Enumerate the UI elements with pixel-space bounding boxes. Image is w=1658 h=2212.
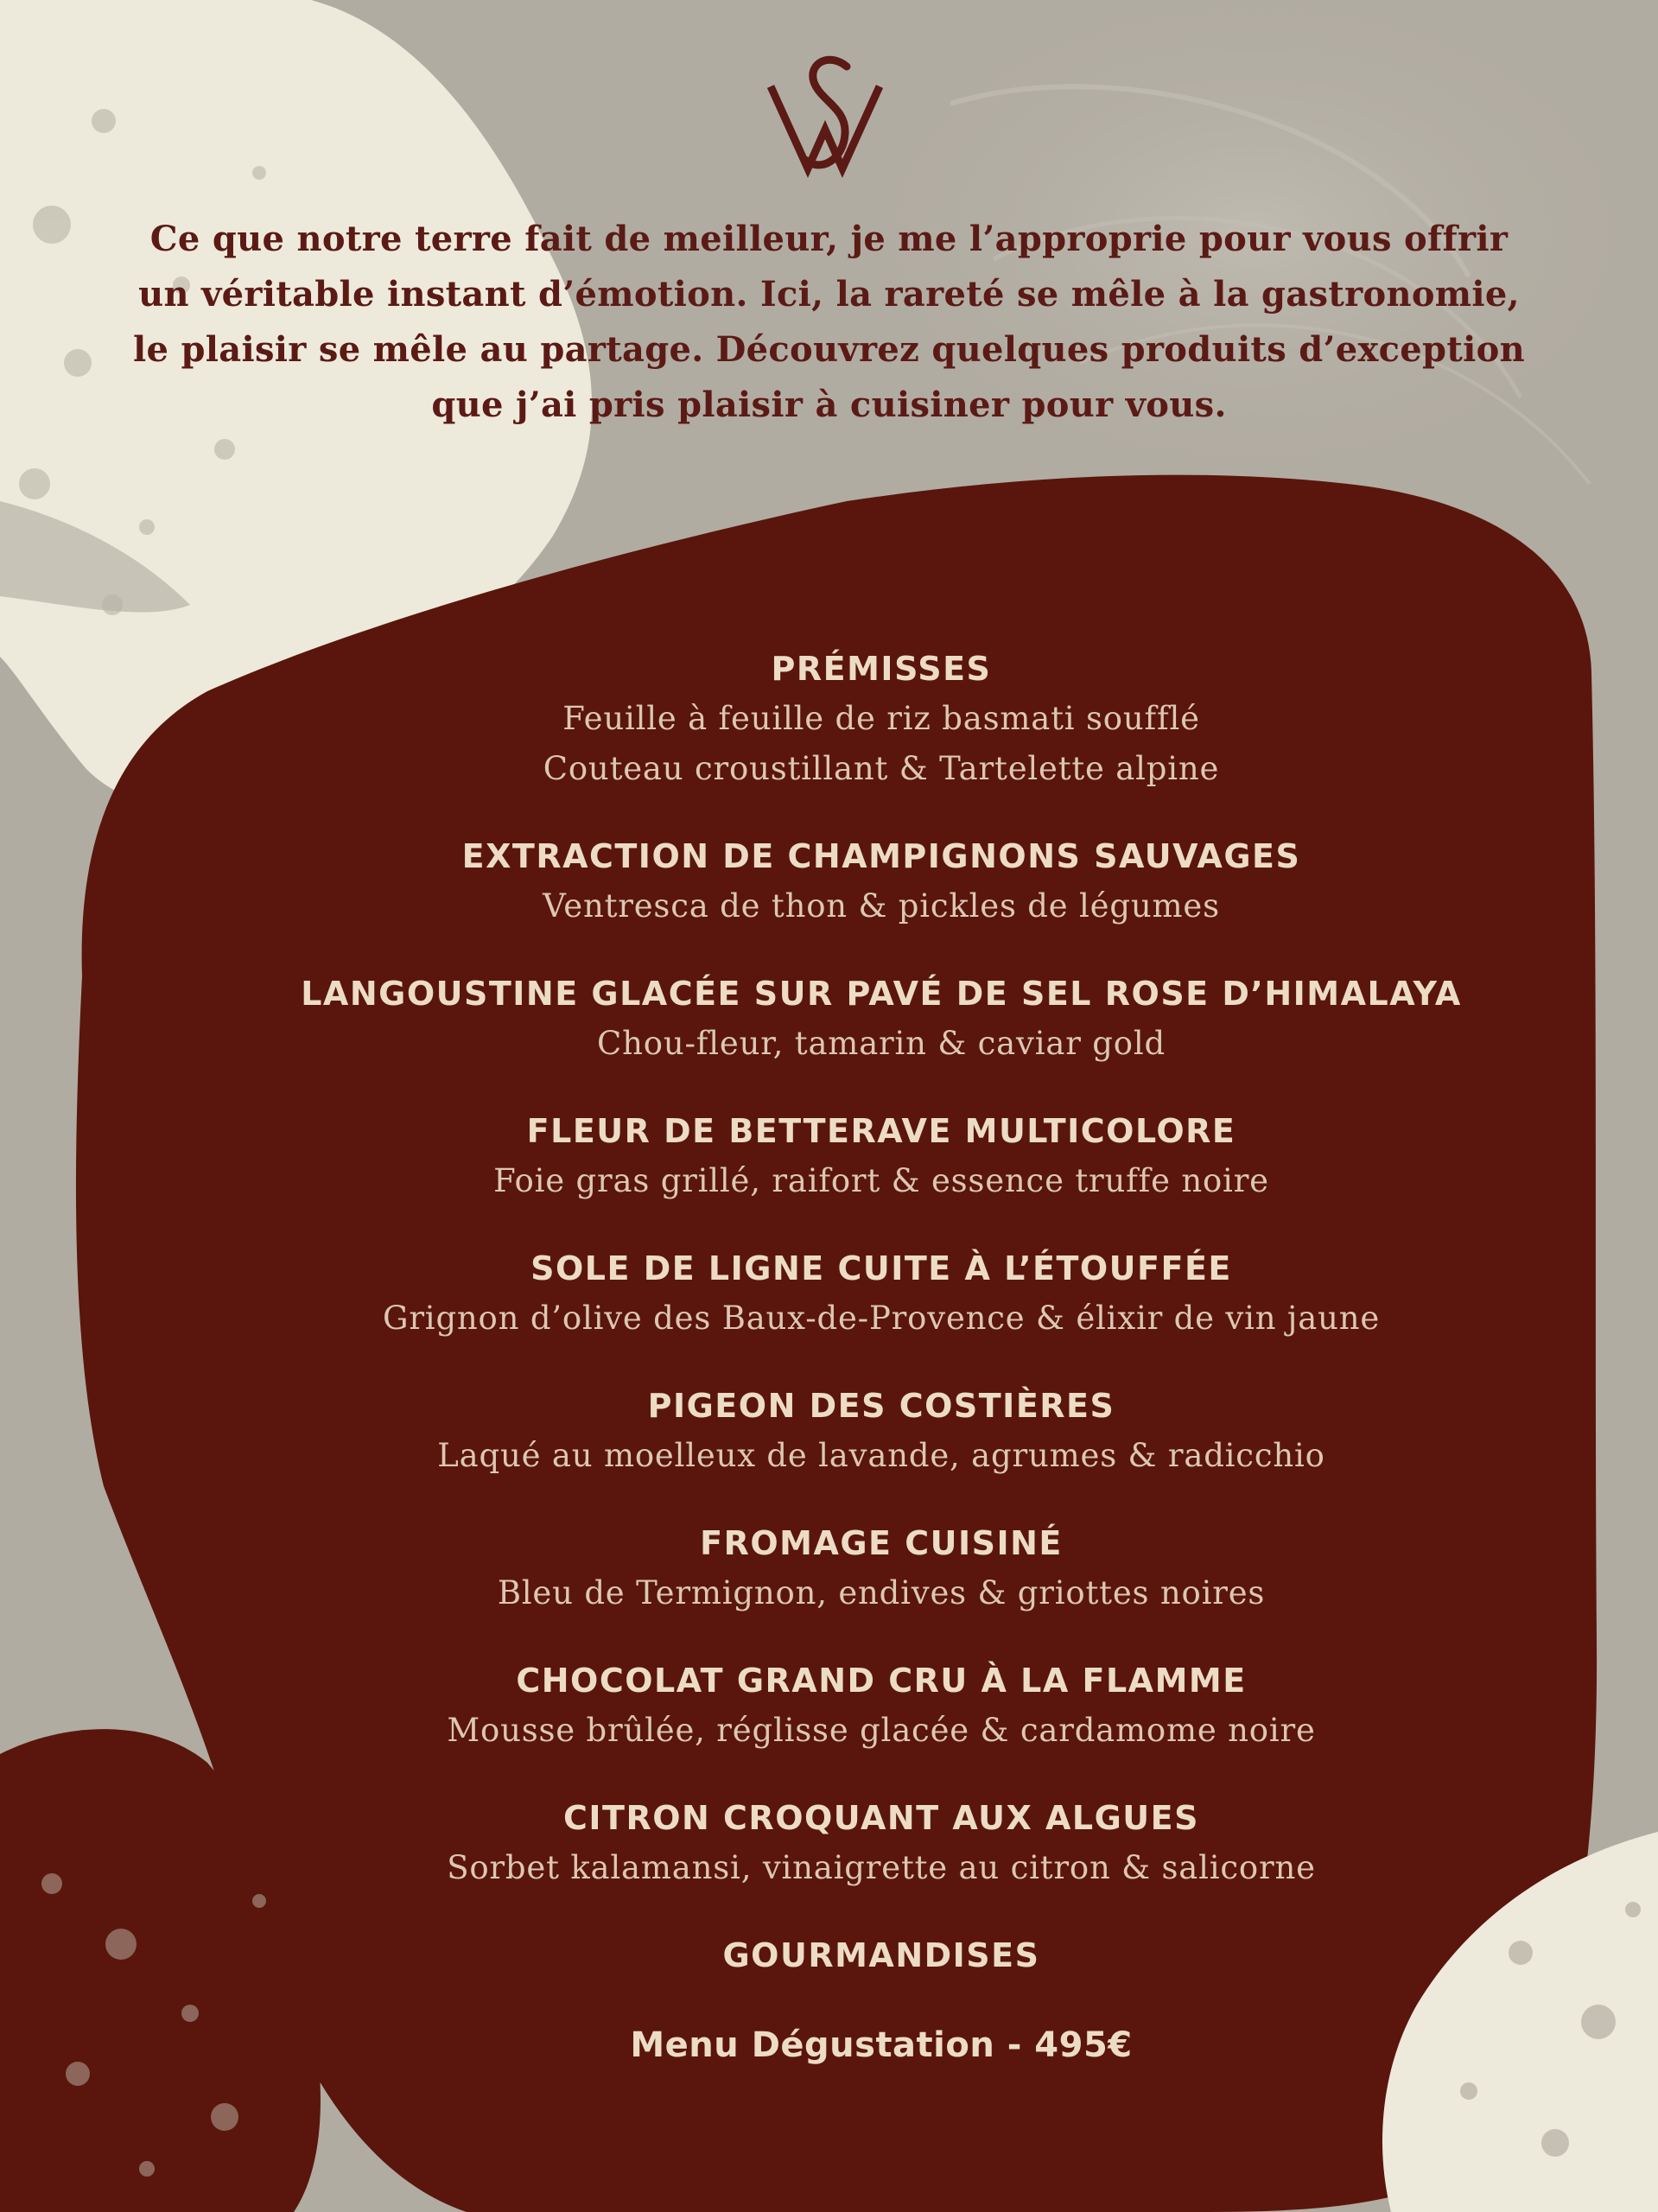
course-description: Bleu de Termignon, endives & griottes noires (497, 1574, 1266, 1611)
course-item (259, 1518, 1503, 1618)
course-description: Laqué au moelleux de lavande, agrumes & radicchio (437, 1437, 1325, 1474)
course-item (259, 1243, 1503, 1344)
course-item (259, 969, 1503, 1069)
course-description: Chou-fleur, tamarin & caviar gold (597, 1025, 1166, 1062)
monogram-sv-icon (760, 48, 890, 186)
course-title: EXTRACTION DE CHAMPIGNONS SAUVAGES (461, 837, 1301, 875)
course-title: FROMAGE CUISINÉ (700, 1524, 1063, 1562)
course-item (259, 1793, 1503, 1893)
course-item (259, 831, 1503, 931)
course-item (259, 1106, 1503, 1206)
course-title: LANGOUSTINE GLACÉE SUR PAVÉ DE SEL ROSE D’HIMALAYA (301, 975, 1462, 1013)
course-description: Ventresca de thon & pickles de légumes (543, 887, 1220, 925)
course-item (259, 1656, 1503, 1756)
course-description: Sorbet kalamansi, vinaigrette au citron & salicorne (447, 1849, 1316, 1886)
course-description: Mousse brûlée, réglisse glacée & cardamome noire (447, 1712, 1316, 1749)
course-title: PRÉMISSES (771, 650, 992, 688)
course-title: GOURMANDISES (722, 1936, 1040, 1974)
course-description: Foie gras grillé, raifort & essence truffe noire (493, 1162, 1269, 1199)
intro-paragraph: Ce que notre terre fait de meilleur, je me l’approprie pour vous offrir un véritable instant d’émotion. Ici, la rareté se mêle à la gastronomie, le plaisir se mêle au partage. Découvrez quelques produits d’exception que j’ai pris plaisir à cuisiner pour vous. (133, 219, 1525, 425)
course-title: FLEUR DE BETTERAVE MULTICOLORE (526, 1112, 1236, 1150)
course-title: CHOCOLAT GRAND CRU À LA FLAMME (516, 1662, 1247, 1700)
course-description: Couteau croustillant & Tartelette alpine (543, 750, 1220, 787)
tasting-menu (259, 644, 1503, 2071)
course-item (259, 644, 1503, 794)
course-title: PIGEON DES COSTIÈRES (647, 1387, 1115, 1425)
course-item (259, 1930, 1503, 1980)
course-title: CITRON CROQUANT AUX ALGUES (563, 1799, 1199, 1837)
menu-price: Menu Dégustation - 495€ (630, 2025, 1133, 2065)
course-description: Grignon d’olive des Baux-de-Provence & élixir de vin jaune (382, 1300, 1381, 1337)
course-description: Feuille à feuille de riz basmati soufflé (562, 700, 1200, 737)
course-title: SOLE DE LIGNE CUITE À L’ÉTOUFFÉE (530, 1249, 1232, 1287)
course-item (259, 1381, 1503, 1481)
